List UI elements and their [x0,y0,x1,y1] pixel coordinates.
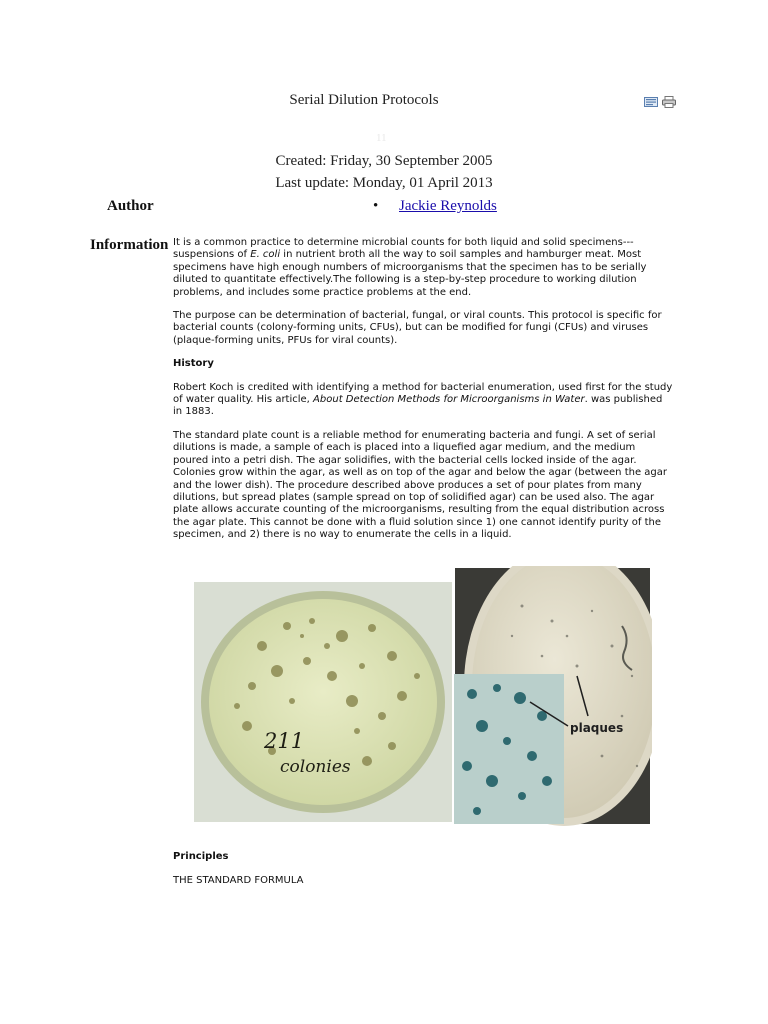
information-content [173,237,673,553]
colonies-count-label: 211 [264,729,305,753]
petri-dish-figure [192,566,652,826]
intro-paragraph: It is a common practice to determine microbial counts for both liquid and solid specimens---suspensions of E. coli in nutrient broth all the way to soil samples and hamburger meat. Most specimens have high enough numbers of microorganisms that the specimen has to be serially diluted to quantitate effectively.The following is a step-by-step procedure to working dilution problems, and includes some practice problems at the end. [173,237,647,298]
toolbar-icons [644,93,676,105]
history-heading: History [173,358,214,370]
author-bullet: • [373,198,379,214]
faint-mark: 11 [376,132,387,144]
plaques-label: plaques [570,721,624,735]
email-icon[interactable] [644,93,658,105]
standard-formula-label: THE STANDARD FORMULA [173,875,304,886]
author-label: Author [107,198,154,214]
page-title: Serial Dilution Protocols [289,92,439,108]
information-label: Information [90,237,169,253]
last-update-date: Last update: Monday, 01 April 2013 [275,175,493,191]
author-link[interactable]: Jackie Reynolds [399,198,497,214]
print-icon[interactable] [662,93,676,105]
colonies-word-label: colonies [280,757,351,777]
koch-paragraph: Robert Koch is credited with identifying a method for bacterial enumeration, used first for the study of water quality. His article, About Detection Methods for Microorganisms in Water. was published in 1883. [173,381,673,418]
created-date: Created: Friday, 30 September 2005 [275,153,493,169]
purpose-paragraph: The purpose can be determination of bacterial, fungal, or viral counts. This protocol is specific for bacterial counts (colony-forming units, CFUs), but can be modified for fungi (CFUs) and viruses (plaque-forming units, PFUs for viral counts). [173,310,662,346]
plate-count-paragraph: The standard plate count is a reliable method for enumerating bacteria and fungi. A set of serial dilutions is made, a sample of each is placed into a liquefied agar medium, and the medium poured into a petri dish. The agar solidifies, with the bacterial cells locked inside of the agar. Colonies grow within the agar, as well as on top of the agar and below the agar (between the agar and the lower dish). The procedure described above produces a set of pour plates from many dilutions, but spread plates (sample spread on top of solidified agar) can be used also. The agar plate allows accurate counting of the microorganisms, resulting from the equal distribution across the agar plate. This cannot be done with a fluid solution since 1) one cannot identify purity of the specimen, and 2) there is no way to enumerate the cells in a liquid. [173,429,667,541]
principles-heading: Principles [173,851,229,862]
